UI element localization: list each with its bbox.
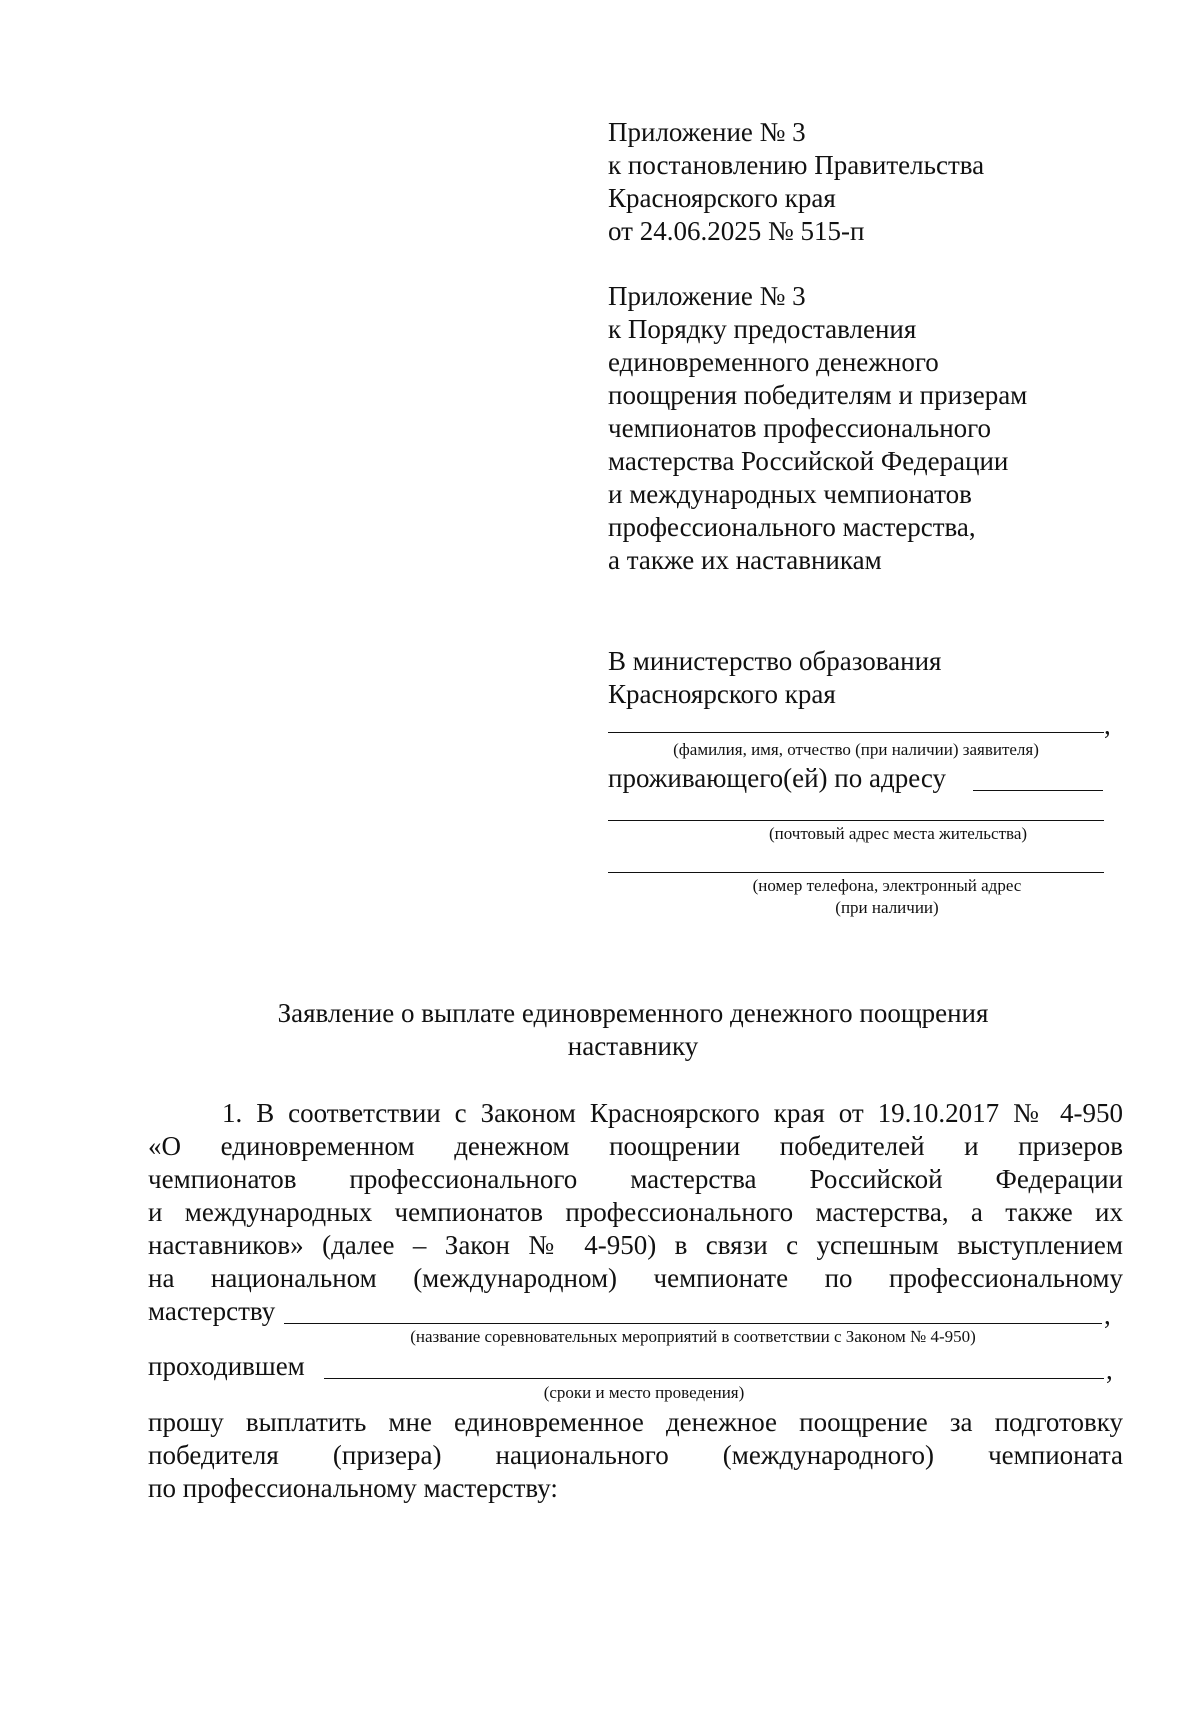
addressee-line: Красноярского края bbox=[608, 679, 836, 709]
contact-field[interactable] bbox=[608, 872, 1104, 873]
residing-address-field[interactable] bbox=[973, 790, 1103, 791]
body-line: наставников» (далее – Закон № 4-950) в связи с успешным выступлением bbox=[148, 1230, 1123, 1260]
appendix-header-line: к постановлению Правительства bbox=[608, 150, 985, 180]
appendix-order-line: единовременного денежного bbox=[608, 347, 939, 377]
contact-caption: (номер телефона, электронный адрес bbox=[752, 876, 1022, 895]
appendix-order bbox=[608, 280, 1027, 577]
request-line: по профессиональному мастерству: bbox=[148, 1473, 558, 1503]
body-line: чемпионатов профессионального мастерства Российской Федерации bbox=[148, 1164, 1123, 1194]
request-line: прошу выплатить мне единовременное денежное поощрение за подготовку bbox=[148, 1407, 1123, 1437]
appendix-header bbox=[608, 116, 984, 248]
appendix-header-line: от 24.06.2025 № 515-п bbox=[608, 216, 865, 246]
dates-field-comma: , bbox=[1106, 1355, 1113, 1385]
name-field-comma: , bbox=[1104, 710, 1111, 740]
body-line: и международных чемпионатов профессионального мастерства, а также их bbox=[148, 1197, 1123, 1227]
postal-address-caption: (почтовый адрес места жительства) bbox=[768, 824, 1028, 843]
appendix-order-line: Приложение № 3 bbox=[608, 281, 806, 311]
competition-field-comma: , bbox=[1104, 1300, 1111, 1330]
appendix-order-line: профессионального мастерства, bbox=[608, 512, 976, 542]
body-line: на национальном (международном) чемпионате по профессиональному bbox=[148, 1263, 1123, 1293]
appendix-order-line: чемпионатов профессионального bbox=[608, 413, 992, 443]
request-line: победителя (призера) национального (международного) чемпионата bbox=[148, 1440, 1123, 1470]
competition-name-field[interactable] bbox=[284, 1323, 1102, 1324]
appendix-order-line: мастерства Российской Федерации bbox=[608, 446, 1009, 476]
document-title-cont: наставнику bbox=[567, 1031, 699, 1061]
held-label: проходившем bbox=[148, 1351, 305, 1381]
dates-place-field[interactable] bbox=[324, 1378, 1104, 1379]
appendix-order-line: к Порядку предоставления bbox=[608, 314, 917, 344]
postal-address-field[interactable] bbox=[608, 820, 1104, 821]
addressee-line: В министерство образования bbox=[608, 646, 942, 676]
appendix-order-line: поощрения победителям и призерам bbox=[608, 380, 1028, 410]
residing-label: проживающего(ей) по адресу bbox=[608, 763, 946, 793]
appendix-header-line: Приложение № 3 bbox=[608, 117, 806, 147]
contact-caption-note: (при наличии) bbox=[835, 898, 939, 917]
applicant-name-field[interactable] bbox=[608, 732, 1104, 733]
appendix-header-line: Красноярского края bbox=[608, 183, 836, 213]
appendix-order-line: а также их наставникам bbox=[608, 545, 882, 575]
appendix-order-line: и международных чемпионатов bbox=[608, 479, 972, 509]
body-line: «О единовременном денежном поощрении победителей и призеров bbox=[148, 1131, 1123, 1161]
applicant-name-caption: (фамилия, имя, отчество (при наличии) заявителя) bbox=[673, 740, 1039, 759]
document-title: Заявление о выплате единовременного денежного поощрения bbox=[277, 998, 989, 1028]
body-line: 1. В соответствии с Законом Красноярского края от 19.10.2017 № 4-950 bbox=[222, 1098, 1123, 1128]
dates-caption: (сроки и место проведения) bbox=[543, 1383, 745, 1402]
addressee bbox=[608, 645, 941, 711]
mastery-label: мастерству bbox=[148, 1296, 276, 1326]
competition-caption: (название соревновательных мероприятий в соответствии с Законом № 4-950) bbox=[410, 1327, 976, 1346]
